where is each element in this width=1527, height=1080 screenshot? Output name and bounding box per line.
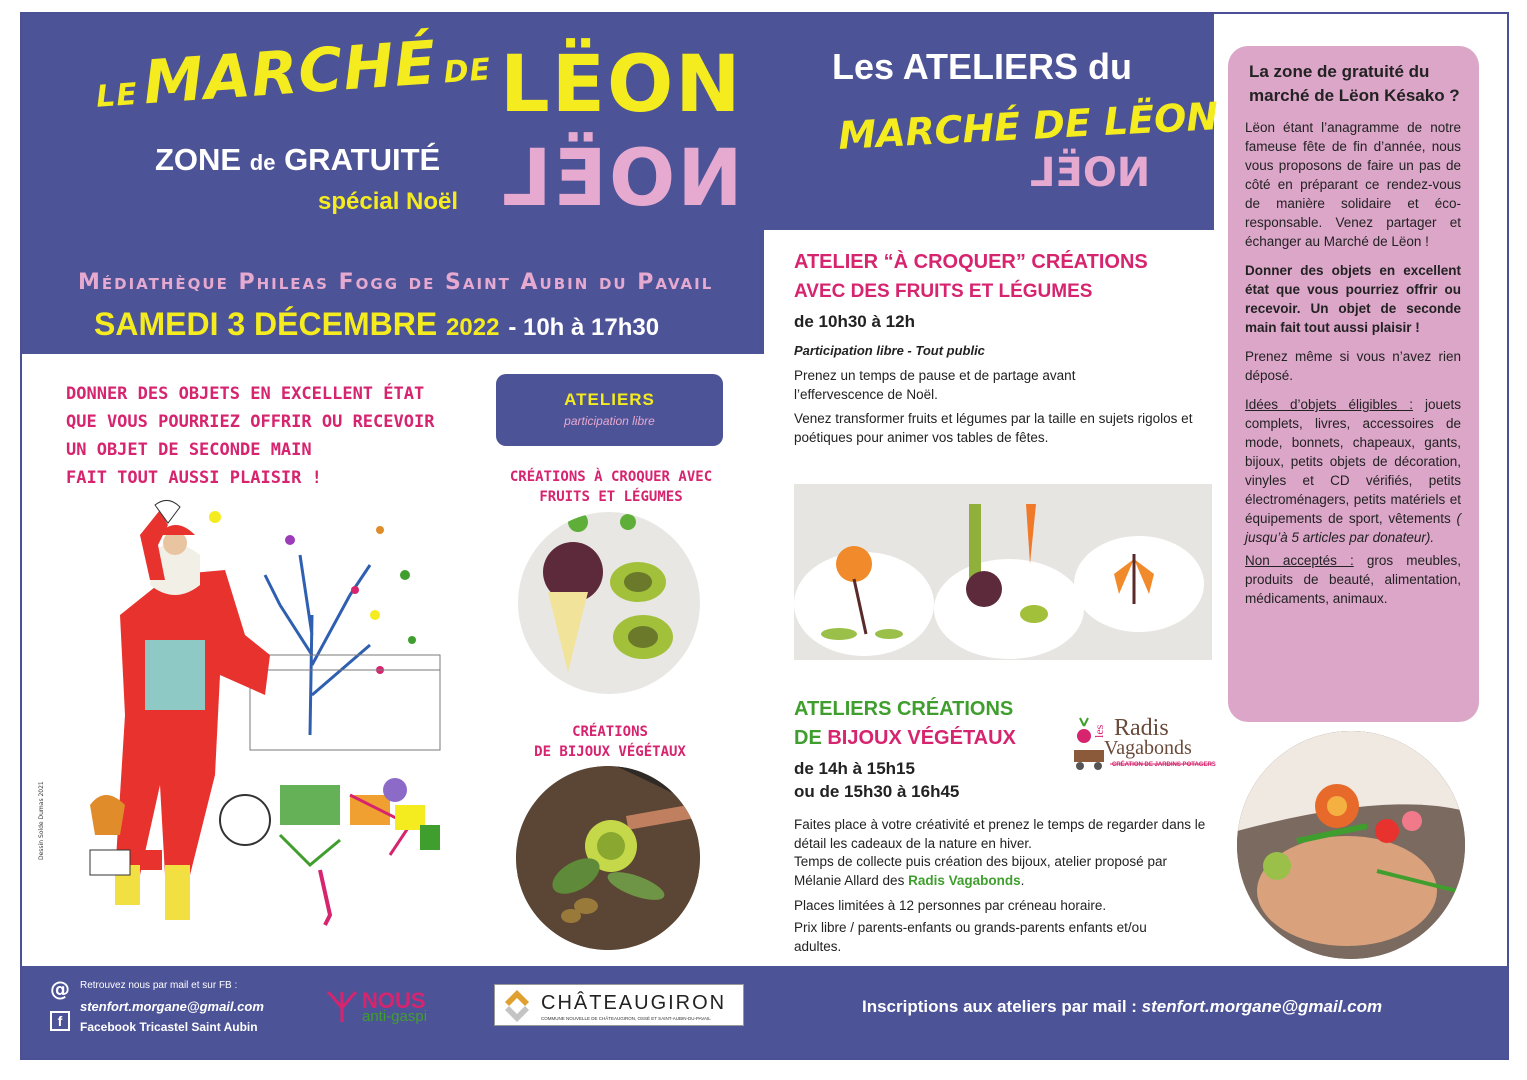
fruit-plates-photo <box>794 484 1212 660</box>
atelier2-p1: Faites place à votre créativité et prenez le temps de regarder dans le détail les cadeaux de la nature en hiver. <box>794 817 1206 851</box>
atelier1-time: de 10h30 à 12h <box>794 312 915 331</box>
facebook-link[interactable]: Facebook Tricastel Saint Aubin <box>80 1020 258 1034</box>
atelier2-time2: ou de 15h30 à 16h45 <box>794 782 960 801</box>
noel-title: NOËL <box>500 134 743 224</box>
atelier2-p2: Temps de collecte puis création des bijoux, atelier proposé par Mélanie Allard des Radis Vagabonds. <box>794 854 1167 888</box>
marche-de-leon-title: LE MARCHÉ DE <box>94 28 493 119</box>
plant-jewelry-photo <box>516 766 700 950</box>
ateliers-marche-title: MARCHÉ DE LËON <box>837 94 1220 158</box>
ateliers-title: Les ATELIERS du <box>832 46 1133 87</box>
atelier1-p2: Venez transformer fruits et légumes par la taille en sujets rigolos et poétiques pour animer vos tables de fêtes. <box>794 411 1193 445</box>
info-title: La zone de gratuité du marché de Lëon Késako ? <box>1249 62 1460 105</box>
email-icon: @ <box>50 977 70 1001</box>
contact-intro: Retrouvez nous par mail et sur FB : <box>80 980 238 991</box>
radis-vagabonds-logo: les Radis Vagabonds CRÉATION DE JARDINS POTAGERS <box>1066 716 1212 772</box>
inscriptions-email[interactable]: stenfort.morgane@gmail.com <box>1141 997 1383 1016</box>
atelier2-p3: Places limitées à 12 personnes par créneau horaire. <box>794 898 1107 913</box>
contact-email[interactable]: stenfort.morgane@gmail.com <box>80 999 264 1014</box>
zone-gratuite-info-box <box>1228 46 1479 722</box>
caption-bijoux: CRÉATIONS DE BIJOUX VÉGÉTAUX <box>534 724 686 760</box>
ateliers-noel-title: NOËL <box>1030 150 1151 196</box>
info-p2: Donner des objets en excellent état que vous pourriez offrir ou recevoir. Un objet de seconde main fait tout aussi plaisir ! <box>1245 263 1461 335</box>
flower-ring-photo <box>1237 731 1465 959</box>
zone-gratuite-title: ZONE de GRATUITÉ <box>155 142 441 177</box>
leon-title: LËON <box>500 40 743 130</box>
atelier2-p4: Prix libre / parents-enfants ou grands-parents enfants et/ou adultes. <box>794 920 1147 954</box>
slogan: DONNER DES OBJETS EN EXCELLENT ÉTAT QUE VOUS POURRIEZ OFFRIR OU RECEVOIR UN OBJET DE SECONDE MAIN FAIT TOUT AUSSI PLAISIR ! <box>66 384 435 488</box>
atelier1-title: ATELIER “À CROQUER” CRÉATIONS AVEC DES FRUITS ET LÉGUMES <box>794 251 1148 302</box>
special-noel: spécial Noël <box>318 188 459 215</box>
info-p5: Non acceptés : gros meubles, produits de beauté, alimentation, médicaments, animaux. <box>1245 553 1461 606</box>
chateaugiron-logo: CHÂTEAUGIRON COMMUNE NOUVELLE DE CHÂTEAUGIRON, OSSÉ ET SAINT-AUBIN-DU-PAVAIL <box>494 984 744 1026</box>
santa-illustration <box>50 495 470 945</box>
venue: Médiathèque Phileas Fogg de Saint Aubin du Pavail <box>78 270 714 295</box>
fruit-creations-photo <box>518 512 700 694</box>
caption-croquer: CRÉATIONS À CROQUER AVEC FRUITS ET LÉGUMES <box>509 469 713 505</box>
atelier1-p1: Prenez un temps de pause et de partage avant l’effervescence de Noël. <box>794 368 1076 402</box>
illustration-credit: Dessin Solde Dumas 2021 <box>38 781 45 860</box>
facebook-icon: f <box>50 1011 70 1031</box>
info-p1: Lëon étant l’anagramme de notre fameuse fête de fin d’année, nous vous proposons de faire un pas de côté en préparant ce rendez-vous de manière solidaire et éco-responsable. Venez partager et échanger au Marché de Lëon ! <box>1245 120 1461 249</box>
info-p4: Idées d’objets éligibles : jouets complets, livres, accessoires de mode, bonnets, chapeaux, gants, bijoux, petits objets de décoration, vinyles et CD vérifiés, petits électroménagers, petits matériels et équipements de sport, vêtements ( jusqu’à 5 articles par donateur). <box>1245 397 1461 545</box>
ateliers-badge: ATELIERS participation libre <box>496 374 723 446</box>
inscriptions-text: Inscriptions aux ateliers par mail : stenfort.morgane@gmail.com <box>862 997 1383 1016</box>
event-date: SAMEDI 3 DÉCEMBRE 2022 - 10h à 17h30 <box>94 306 660 342</box>
info-p3: Prenez même si vous n’avez rien déposé. <box>1245 349 1461 383</box>
atelier2-title: ATELIERS CRÉATIONS DE BIJOUX VÉGÉTAUX <box>794 698 1016 749</box>
atelier2-time1: de 14h à 15h15 <box>794 759 915 778</box>
atelier1-participation: Participation libre - Tout public <box>794 343 985 358</box>
